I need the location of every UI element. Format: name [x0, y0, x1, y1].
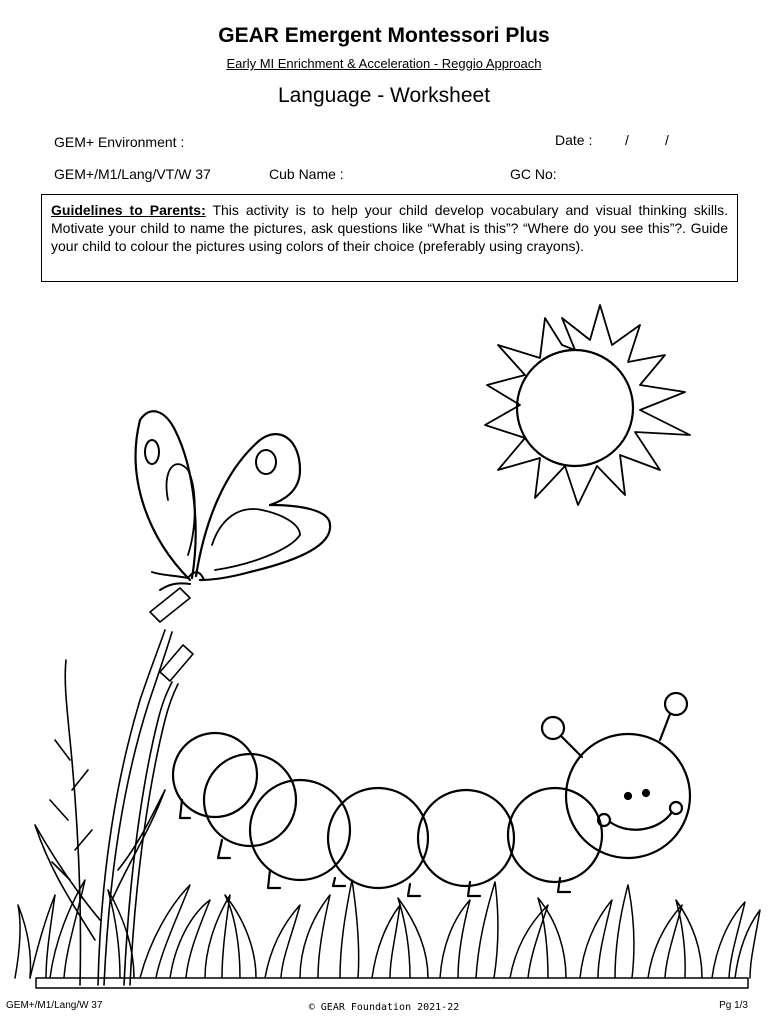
footer-copyright: © GEAR Foundation 2021-22	[308, 1002, 460, 1013]
butterfly-drawing	[136, 411, 330, 590]
grass-drawing	[15, 880, 760, 988]
environment-label: GEM+ Environment :	[54, 134, 185, 150]
coloring-illustration	[0, 290, 768, 995]
worksheet-header-title: GEAR Emergent Montessori Plus	[218, 24, 550, 47]
footer-page-number: Pg 1/3	[719, 1000, 748, 1011]
worksheet-code: GEM+/M1/Lang/VT/W 37	[54, 166, 211, 182]
sun-drawing	[485, 305, 690, 505]
cattail-plant	[35, 588, 193, 985]
guidelines-text: This activity is to help your child develop vocabulary and visual thinking skills. Motivate your child to name the pictures, ask questions like “What is this”? “Where do you see this”?. Guide your child to colour the pictures using colors of their choice (preferably using crayons).	[51, 202, 728, 254]
guidelines-box	[41, 194, 738, 282]
date-separator: /	[625, 132, 629, 148]
caterpillar-drawing	[173, 693, 690, 896]
cub-name-label: Cub Name :	[269, 166, 344, 182]
worksheet-title: Language - Worksheet	[277, 84, 491, 107]
program-subtitle: Early MI Enrichment & Acceleration - Reggio Approach	[226, 56, 542, 71]
footer-code: GEM+/M1/Lang/W 37	[6, 1000, 103, 1011]
date-separator: /	[665, 132, 669, 148]
date-label: Date :	[555, 132, 593, 148]
guidelines-label: Guidelines to Parents:	[51, 202, 206, 218]
gc-no-label: GC No:	[510, 166, 557, 182]
